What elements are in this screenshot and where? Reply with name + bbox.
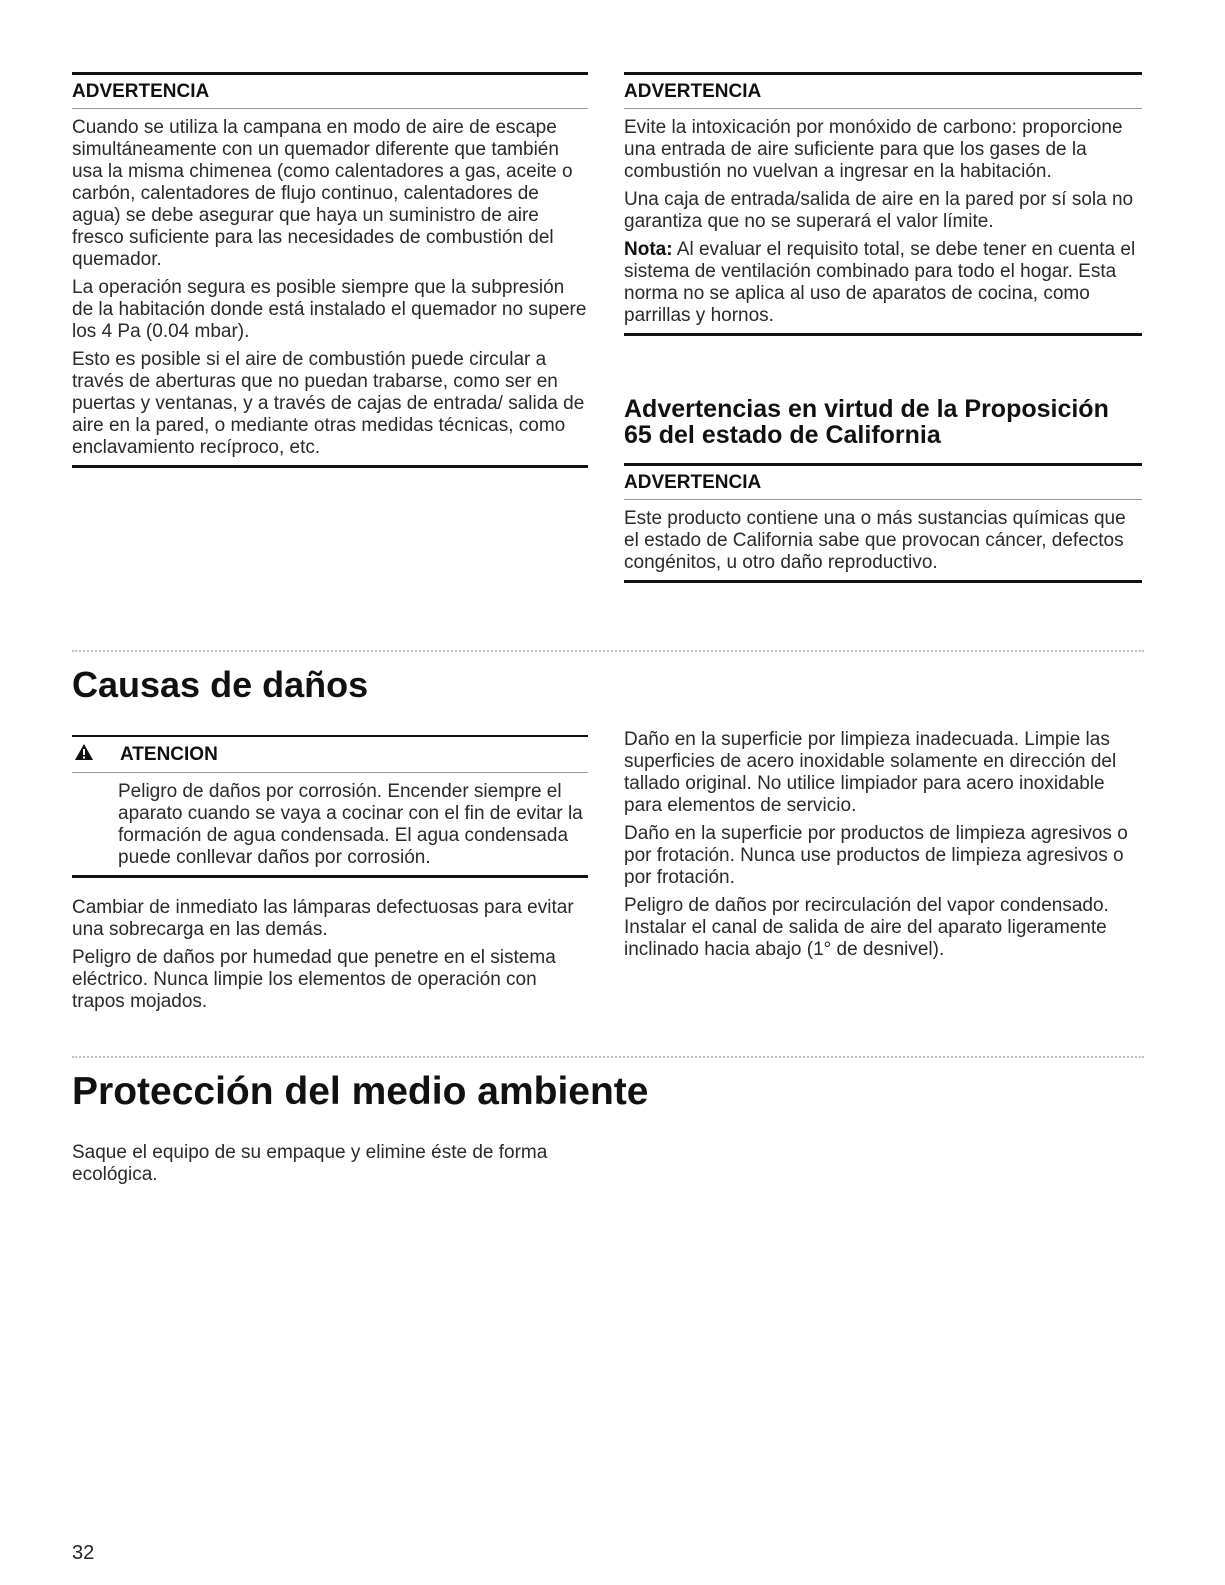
warning-body bbox=[624, 117, 1142, 336]
warning-paragraph: Este producto contiene una o más sustancias químicas que el estado de California sabe que provocan cáncer, defectos congénitos, u otro daño reproductivo. bbox=[624, 508, 1126, 573]
medio-ambiente-text bbox=[72, 1142, 612, 1192]
section-divider bbox=[72, 650, 1144, 652]
section-divider bbox=[72, 1056, 1144, 1058]
warning-paragraph: Esto es posible si el aire de combustión puede circular a través de aberturas que no puedan trabarse, como ser en puertas y ventanas, y a través de cajas de entrada/ salida de aire en la pared, o mediante otras medidas técnicas, como enclavamiento recíproco, etc. bbox=[72, 349, 585, 458]
section-title-medio-ambiente: Protección del medio ambiente bbox=[72, 1070, 649, 1113]
causas-paragraph: Peligro de daños por humedad que penetre en el sistema eléctrico. Nunca limpie los elementos de operación con trapos mojados. bbox=[72, 947, 556, 1012]
left-warning-box bbox=[72, 72, 588, 468]
atencion-title: ATENCION bbox=[120, 744, 218, 765]
warning-paragraph: Evite la intoxicación por monóxido de carbono: proporcione una entrada de aire suficiente para que los gases de la combustión no vuelvan a ingresar en la habitación. bbox=[624, 117, 1123, 182]
atencion-paragraph: Peligro de daños por corrosión. Encender siempre el aparato cuando se vaya a cocinar con el fin de evitar la formación de agua condensada. El agua condensada puede conllevar daños por corrosión. bbox=[118, 781, 583, 868]
atencion-header bbox=[72, 735, 588, 773]
warning-paragraph: Una caja de entrada/salida de aire en la pared por sí sola no garantiza que no se superará el valor límite. bbox=[624, 189, 1134, 232]
warning-triangle-icon bbox=[72, 743, 120, 767]
causas-paragraph: Daño en la superficie por limpieza inadecuada. Limpie las superficies de acero inoxidable solamente en dirección del tallado original. No utilice limpiador para acero inoxidable para elementos de servicio. bbox=[624, 729, 1117, 816]
prop65-heading bbox=[624, 396, 1144, 448]
warning-body bbox=[72, 117, 588, 468]
nota-label: Nota: bbox=[624, 239, 673, 260]
right-warning-box bbox=[624, 72, 1142, 336]
prop65-heading-line2: 65 del estado de California bbox=[624, 421, 941, 449]
section-title-causas: Causas de daños bbox=[72, 664, 369, 705]
nota-text: Al evaluar el requisito total, se debe tener en cuenta el sistema de ventilación combinado para todo el hogar. Esta norma no se aplica al uso de aparatos de cocina, como parrillas y hornos. bbox=[624, 239, 1136, 326]
prop65-heading-line1: Advertencias en virtud de la Proposición bbox=[624, 395, 1109, 423]
causas-paragraph: Daño en la superficie por productos de limpieza agresivos o por frotación. Nunca use productos de limpieza agresivos o por frotación. bbox=[624, 823, 1128, 888]
atencion-box bbox=[72, 735, 588, 878]
page-number: 32 bbox=[72, 1542, 95, 1564]
warning-paragraph: La operación segura es posible siempre que la subpresión de la habitación donde está instalado el quemador no supere los 4 Pa (0.04 mbar). bbox=[72, 277, 587, 342]
warning-title: ADVERTENCIA bbox=[624, 72, 1142, 109]
causas-paragraph: Cambiar de inmediato las lámparas defectuosas para evitar una sobrecarga en las demás. bbox=[72, 897, 574, 940]
causas-left-text bbox=[72, 897, 588, 1019]
warning-title: ADVERTENCIA bbox=[624, 463, 1142, 500]
medio-ambiente-paragraph: Saque el equipo de su empaque y elimine éste de forma ecológica. bbox=[72, 1142, 548, 1185]
warning-body bbox=[624, 508, 1142, 583]
prop65-warning-box bbox=[624, 463, 1142, 583]
causas-paragraph: Peligro de daños por recirculación del vapor condensado. Instalar el canal de salida de aire del aparato ligeramente inclinado hacia abajo (1° de desnivel). bbox=[624, 895, 1109, 960]
warning-paragraph: Cuando se utiliza la campana en modo de aire de escape simultáneamente con un quemador diferente que también usa la misma chimenea (como calentadores a gas, aceite o carbón, calentadores de flujo continuo, calentadores de agua) se debe asegurar que haya un suministro de aire fresco suficiente para las necesidades de combustión del quemador. bbox=[72, 117, 573, 270]
warning-title: ADVERTENCIA bbox=[72, 72, 588, 109]
causas-right-text bbox=[624, 729, 1144, 967]
atencion-body bbox=[72, 781, 588, 878]
nota-paragraph bbox=[624, 239, 1142, 327]
